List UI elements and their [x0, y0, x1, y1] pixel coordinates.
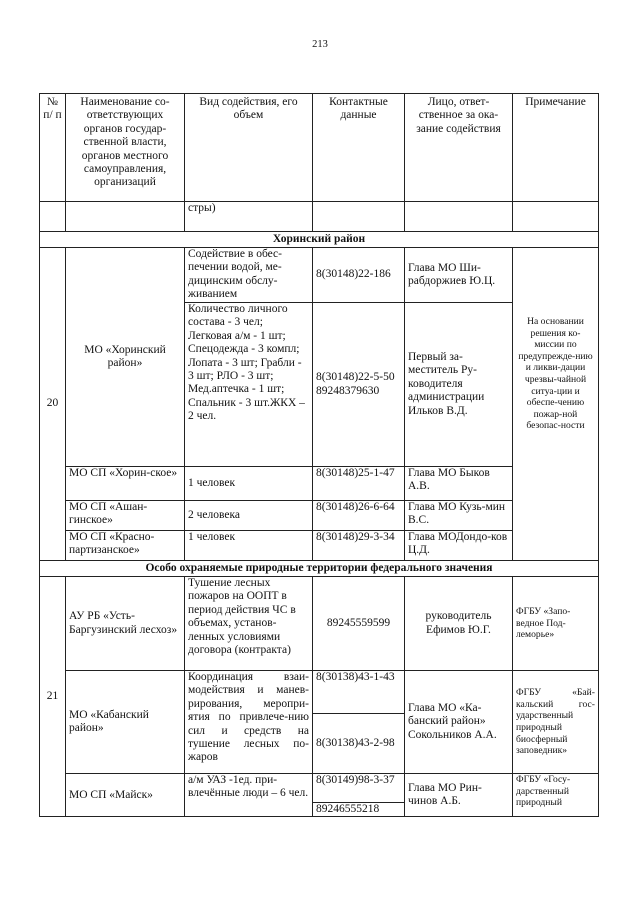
row-number: 20	[40, 248, 66, 561]
org-name: МО СП «Хорин-ское»	[66, 467, 185, 501]
section-row	[40, 561, 599, 577]
note-cell: ФГБУ «Госу-дарственный природный	[513, 774, 599, 817]
section-title-oopt: Особо охраняемые природные территории федерального значения	[40, 561, 599, 577]
contacts-cell: 8(30148)29-3-34	[313, 531, 405, 561]
person-cell: Глава МОДондо-ков Ц.Д.	[405, 531, 513, 561]
person-cell: Глава МО Кузь-мин В.С.	[405, 501, 513, 531]
assist-cell: Тушение лесных пожаров на ООПТ в период действия ЧС в объемах, установ-ленных условиями договора (контракта)	[185, 577, 313, 671]
contacts-cell: 8(30148)22-186	[313, 248, 405, 303]
table-row	[40, 671, 599, 714]
assist-cell: 1 человек	[185, 531, 313, 561]
org-name: МО СП «Майск»	[66, 774, 185, 817]
header-contacts: Контактные данные	[313, 94, 405, 202]
table-row	[40, 577, 599, 671]
note-cell: ФГБУ «Запо-ведное Под-леморье»	[513, 577, 599, 671]
org-name: МО СП «Ашан-гинское»	[66, 501, 185, 531]
org-name: АУ РБ «Усть-Баргузинский лесхоз»	[66, 577, 185, 671]
section-row	[40, 232, 599, 248]
row-number: 21	[40, 577, 66, 817]
continuation-assist: стры)	[185, 202, 313, 232]
person-cell: Первый за-меститель Ру-ководителя администрации Ильков В.Д.	[405, 303, 513, 467]
assist-cell: Количество личного состава - 3 чел; Легковая а/м - 1 шт; Спецодежда - 3 компл; Лопата - 3 шт; Грабли - 3 шт; РЛО - 3 шт; Мед.аптечка - 1 шт; Спальник - 3 шт.ЖКХ – 2 чел.	[185, 303, 313, 467]
continuation-row	[40, 202, 599, 232]
assistance-table	[39, 93, 599, 817]
contacts-cell: 8(30149)98-3-37	[313, 774, 405, 803]
contacts-cell: 8(30148)25-1-47	[313, 467, 405, 501]
page-number: 213	[312, 39, 328, 50]
header-name: Наименование со-ответствующих органов государ-ственной власти, органов местного самоуправления, организаций	[66, 94, 185, 202]
note-text: На основании решения ко-миссии по предупрежде-нию и ликви-дации чрезвы-чайной ситуа-ции и обеспе-чению пожар-ной безопас-ности	[518, 316, 593, 432]
note-cell: ФГБУ «Бай-кальский гос-ударственный природный биосферный заповедник»	[513, 671, 599, 774]
contacts-cell: 8(30138)43-1-43	[313, 671, 405, 714]
note-cell	[513, 248, 599, 561]
section-title-khorinsky: Хоринский район	[40, 232, 599, 248]
assist-cell: Координация взаи-модействия и манев-рирования, меропри-ятия по привлече-нию сил и средств на тушение лесных по-жаров	[185, 671, 313, 774]
person-cell: Глава МО «Ка-банский район» Сокольников А.А.	[405, 671, 513, 774]
header-note: Примечание	[513, 94, 599, 202]
table-row	[40, 774, 599, 803]
assist-cell: Содействие в обес-печении водой, ме-дицинским обслу-живанием	[185, 248, 313, 303]
header-assist: Вид содействия, его объем	[185, 94, 313, 202]
person-cell: Глава МО Ши-рабдоржиев Ю.Ц.	[405, 248, 513, 303]
person-cell: Глава МО Быков А.В.	[405, 467, 513, 501]
assist-cell: а/м УАЗ -1ед. при-влечённые люди – 6 чел.	[185, 774, 313, 817]
contacts-cell: 89246555218	[313, 803, 405, 817]
assist-cell: 2 человека	[185, 501, 313, 531]
contacts-cell: 89245559599	[313, 577, 405, 671]
person-cell: Глава МО Рин-чинов А.Б.	[405, 774, 513, 817]
contacts-cell: 8(30148)26-6-64	[313, 501, 405, 531]
contacts-cell: 8(30148)22-5-50 89248379630	[313, 303, 405, 467]
person-cell: руководитель Ефимов Ю.Г.	[405, 577, 513, 671]
org-name: МО СП «Красно-партизанское»	[66, 531, 185, 561]
contacts-cell: 8(30138)43-2-98	[313, 714, 405, 774]
header-person: Лицо, ответ-ственное за ока-зание содействия	[405, 94, 513, 202]
table-row	[40, 248, 599, 303]
org-name: МО «Хоринский район»	[66, 248, 185, 467]
assist-cell: 1 человек	[185, 467, 313, 501]
table-header-row	[40, 94, 599, 202]
header-num: № п/ п	[40, 94, 66, 202]
org-name: МО «Кабанский район»	[66, 671, 185, 774]
